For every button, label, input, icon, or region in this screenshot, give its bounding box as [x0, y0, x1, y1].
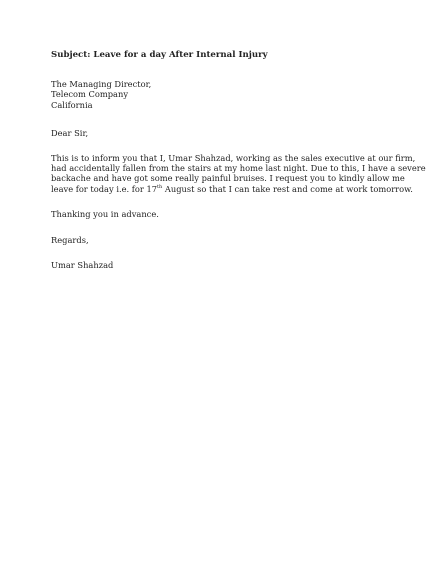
salutation: Dear Sir,: [51, 128, 89, 139]
body-line: This is to inform you that I, Umar Shahzad, working as the sales executive at our firm,: [51, 152, 416, 163]
body-line: had accidentally fallen from the stairs at my home last night. Due to this, I have a severe: [51, 163, 426, 174]
recipient-company: Telecom Company: [51, 89, 129, 100]
thanks-line: Thanking you in advance.: [51, 209, 159, 220]
closing-line: Regards,: [51, 234, 89, 245]
letter-body: [51, 152, 426, 195]
date-ordinal-suffix: th: [157, 184, 163, 191]
letter-subject: Subject: Leave for a day After Internal Injury: [51, 50, 268, 60]
recipient-address: [51, 79, 396, 110]
recipient-title: The Managing Director,: [51, 79, 152, 89]
body-line: backache and have got some really painful bruises. I request you to kindly allow me: [51, 173, 405, 184]
body-text-before-date: leave for today i.e. for 17: [51, 183, 158, 194]
leave-letter: [51, 50, 426, 271]
signature-name: Umar Shahzad: [51, 260, 114, 271]
body-line-date: [51, 183, 413, 194]
body-text-after-date: August so that I can take rest and come at work tomorrow.: [162, 183, 413, 194]
recipient-location: California: [51, 99, 93, 110]
